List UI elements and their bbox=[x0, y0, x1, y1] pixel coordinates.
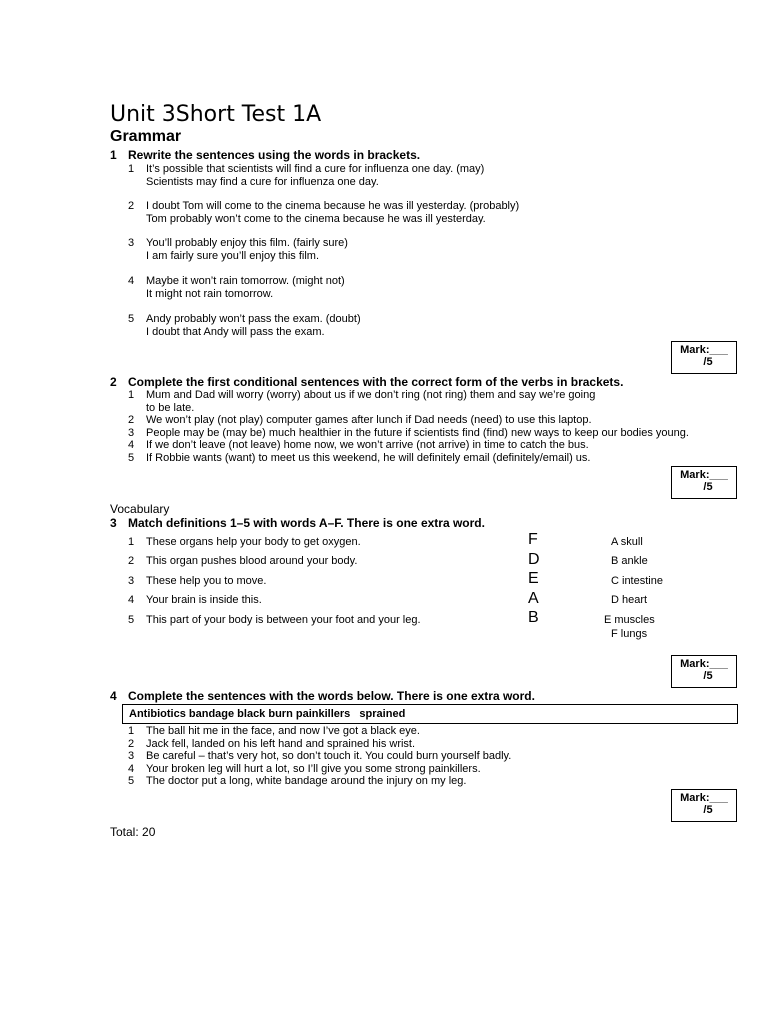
q3-item-2 bbox=[128, 555, 357, 568]
q4-item-1 bbox=[128, 725, 420, 738]
item-answer: I doubt that Andy will pass the exam. bbox=[146, 325, 325, 338]
item-number: 1 bbox=[128, 536, 135, 548]
word-option-e: E muscles bbox=[604, 614, 655, 626]
question-instruction: Match definitions 1–5 with words A–F. There is one extra word. bbox=[128, 516, 485, 530]
q2-item-3 bbox=[128, 427, 689, 440]
mark-box-q2 bbox=[671, 466, 737, 499]
item-number: 3 bbox=[128, 426, 135, 439]
item-number: 5 bbox=[128, 775, 135, 787]
q1-item-1 bbox=[128, 163, 484, 188]
q3-answer-2: D bbox=[528, 551, 540, 568]
section-heading-grammar: Grammar bbox=[110, 128, 182, 145]
item-text: These organs help your body to get oxygen. bbox=[146, 536, 361, 548]
item-number: 3 bbox=[128, 575, 135, 587]
q1-item-3 bbox=[128, 237, 348, 262]
q2-item-4 bbox=[128, 439, 589, 452]
item-text: If we don’t leave (not leave) home now, we won’t arrive (not arrive) in time to catch the bus. bbox=[146, 439, 589, 451]
item-text: Your broken leg will hurt a lot, so I’ll give you some strong painkillers. bbox=[146, 762, 481, 775]
item-prompt: Andy probably won’t pass the exam. (doubt) bbox=[146, 313, 361, 325]
q2-item-2 bbox=[128, 414, 592, 427]
item-text: The doctor put a long, white bandage around the injury on my leg. bbox=[146, 775, 467, 787]
word-box: Antibiotics bandage black burn painkillers sprained bbox=[122, 704, 738, 724]
item-prompt: Maybe it won’t rain tomorrow. (might not) bbox=[146, 275, 345, 287]
item-text: This part of your body is between your foot and your leg. bbox=[146, 614, 421, 626]
item-text: These help you to move. bbox=[146, 575, 267, 587]
item-number: 4 bbox=[128, 439, 135, 451]
mark-box-q1 bbox=[671, 341, 737, 374]
mark-label: Mark:___ bbox=[680, 658, 728, 670]
item-number: 2 bbox=[128, 737, 135, 750]
mark-out-of: /5 bbox=[703, 481, 713, 493]
word-option-d: D heart bbox=[611, 594, 648, 606]
item-number: 3 bbox=[128, 237, 135, 249]
mark-out-of: /5 bbox=[703, 804, 713, 816]
q3-item-3 bbox=[128, 575, 266, 588]
q4-item-4 bbox=[128, 763, 481, 776]
item-number: 5 bbox=[128, 614, 135, 626]
question-1-heading bbox=[110, 148, 420, 162]
q3-item-4 bbox=[128, 594, 262, 607]
q4-item-3 bbox=[128, 750, 511, 763]
item-text-continued: to be late. bbox=[146, 401, 195, 414]
q3-answer-4: A bbox=[528, 590, 539, 607]
item-number: 1 bbox=[128, 163, 135, 175]
item-number: 1 bbox=[128, 725, 135, 737]
item-answer: I am fairly sure you’ll enjoy this film. bbox=[146, 249, 319, 262]
word-option-c: C intestine bbox=[611, 575, 663, 587]
question-number: 2 bbox=[110, 375, 117, 389]
q3-answer-3: E bbox=[528, 570, 539, 587]
q3-answer-1: F bbox=[528, 531, 538, 548]
item-prompt: You’ll probably enjoy this film. (fairly sure) bbox=[146, 237, 348, 249]
q4-item-5 bbox=[128, 775, 466, 788]
question-number: 1 bbox=[110, 148, 117, 162]
mark-box-q3 bbox=[671, 655, 737, 688]
q2-item-1 bbox=[128, 389, 595, 414]
q1-item-4 bbox=[128, 275, 345, 300]
q3-answer-5: B bbox=[528, 609, 539, 626]
section-heading-vocabulary: Vocabulary bbox=[110, 502, 170, 516]
item-answer: It might not rain tomorrow. bbox=[146, 287, 274, 300]
mark-label: Mark:___ bbox=[680, 792, 728, 804]
item-number: 2 bbox=[128, 414, 135, 426]
item-number: 4 bbox=[128, 594, 135, 606]
item-number: 3 bbox=[128, 750, 135, 762]
q1-item-2 bbox=[128, 200, 519, 225]
item-prompt: I doubt Tom will come to the cinema because he was ill yesterday. (probably) bbox=[146, 200, 520, 212]
item-text: If Robbie wants (want) to meet us this weekend, he will definitely email (definitely/email) us. bbox=[146, 451, 591, 464]
word-option-b: B ankle bbox=[611, 555, 648, 567]
item-text: This organ pushes blood around your body. bbox=[146, 555, 358, 567]
q3-item-1 bbox=[128, 536, 361, 549]
mark-out-of: /5 bbox=[703, 356, 713, 368]
question-2-heading bbox=[110, 375, 623, 389]
word-option-a: A skull bbox=[611, 536, 643, 548]
item-answer: Tom probably won’t come to the cinema because he was ill yesterday. bbox=[146, 212, 486, 225]
q3-item-5 bbox=[128, 614, 421, 627]
question-4-heading bbox=[110, 689, 535, 703]
item-number: 2 bbox=[128, 200, 135, 212]
item-text: People may be (may be) much healthier in the future if scientists find (find) new ways to keep our bodies young. bbox=[146, 426, 689, 439]
item-text: Jack fell, landed on his left hand and sprained his wrist. bbox=[146, 737, 416, 750]
item-text: Your brain is inside this. bbox=[146, 594, 262, 606]
item-number: 2 bbox=[128, 555, 135, 567]
q2-item-5 bbox=[128, 452, 590, 465]
page-title: Unit 3Short Test 1A bbox=[110, 102, 322, 127]
mark-out-of: /5 bbox=[703, 670, 713, 682]
item-text: Mum and Dad will worry (worry) about us if we don’t ring (not ring) them and say we’re going bbox=[146, 389, 596, 401]
question-number: 4 bbox=[110, 689, 117, 703]
question-instruction: Complete the first conditional sentences with the correct form of the verbs in brackets. bbox=[128, 375, 624, 389]
item-prompt: It’s possible that scientists will find a cure for influenza one day. (may) bbox=[146, 163, 485, 175]
item-text: We won’t play (not play) computer games after lunch if Dad needs (need) to use this laptop. bbox=[146, 414, 592, 426]
q1-item-5 bbox=[128, 313, 361, 338]
item-number: 4 bbox=[128, 762, 135, 775]
item-number: 5 bbox=[128, 451, 135, 464]
mark-label: Mark:___ bbox=[680, 469, 728, 481]
q4-item-2 bbox=[128, 738, 415, 751]
question-number: 3 bbox=[110, 516, 117, 530]
question-instruction: Rewrite the sentences using the words in brackets. bbox=[128, 148, 421, 162]
question-3-heading bbox=[110, 516, 485, 530]
item-number: 4 bbox=[128, 275, 135, 287]
question-instruction: Complete the sentences with the words below. There is one extra word. bbox=[128, 689, 535, 703]
mark-box-q4 bbox=[671, 789, 737, 822]
item-text: Be careful – that’s very hot, so don’t touch it. You could burn yourself badly. bbox=[146, 750, 512, 762]
word-option-f: F lungs bbox=[611, 628, 648, 640]
total-score: Total: 20 bbox=[110, 825, 156, 839]
item-number: 5 bbox=[128, 313, 135, 325]
item-answer: Scientists may find a cure for influenza one day. bbox=[146, 175, 379, 188]
item-text: The ball hit me in the face, and now I’ve got a black eye. bbox=[146, 725, 420, 737]
item-number: 1 bbox=[128, 389, 135, 401]
mark-label: Mark:___ bbox=[680, 344, 728, 356]
